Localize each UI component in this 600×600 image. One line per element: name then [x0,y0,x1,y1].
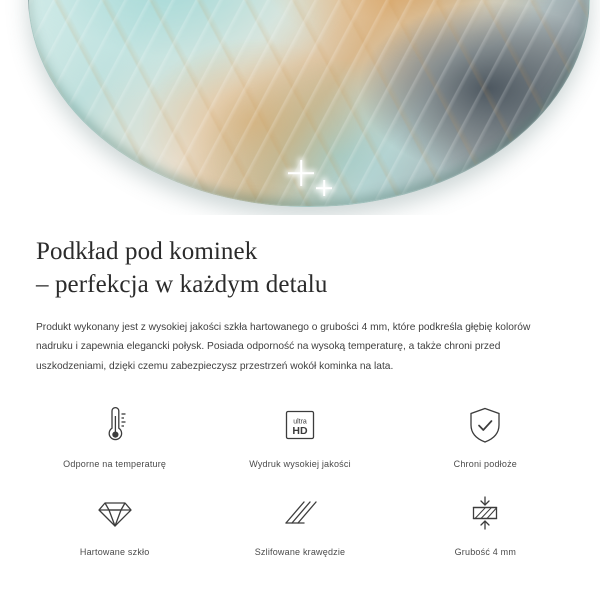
glass-board-image [28,0,590,207]
feature-label: Wydruk wysokiej jakości [249,459,351,470]
feature-label: Odporne na temperaturę [63,459,167,470]
thickness-arrows-icon [465,491,505,535]
headline-line-1: Podkład pod kominek [36,238,258,265]
page-title [36,235,564,302]
feature-item-surface-protection [393,403,578,469]
feature-item-temperature [22,403,207,469]
ultra-hd-icon [280,403,320,447]
diamond-icon [95,491,135,535]
feature-label: Grubość 4 mm [454,547,517,558]
feature-label: Hartowane szkło [79,547,150,558]
thermometer-icon [98,403,132,447]
description-paragraph: Produkt wykonany jest z wysokiej jakości szkła hartowanego o grubości 4 mm, które podkreśla głębię kolorów nadruku i zapewnia elegancki połysk. Posiada odporność na wysoką temperaturę, a także chroni przed uszkodzeniami, dzięki czemu zabezpieczysz przestrzeń wokół kominka na lata. [36,321,531,373]
svg-text:ultra: ultra [293,418,307,426]
shield-check-icon [467,403,503,447]
feature-item-print-quality [207,403,392,469]
text-content [0,215,600,377]
feature-item-thickness [393,491,578,557]
feature-label: Chroni podłoże [453,459,517,470]
svg-text:HD: HD [292,425,308,438]
feature-grid [0,403,600,557]
feature-item-polished-edges [207,491,392,557]
feature-label: Szlifowane krawędzie [254,547,346,558]
feature-item-tempered-glass [22,491,207,557]
polished-edges-icon [280,491,320,535]
hero-image [0,0,600,215]
headline-line-2: – perfekcja w każdym detalu [36,271,328,299]
